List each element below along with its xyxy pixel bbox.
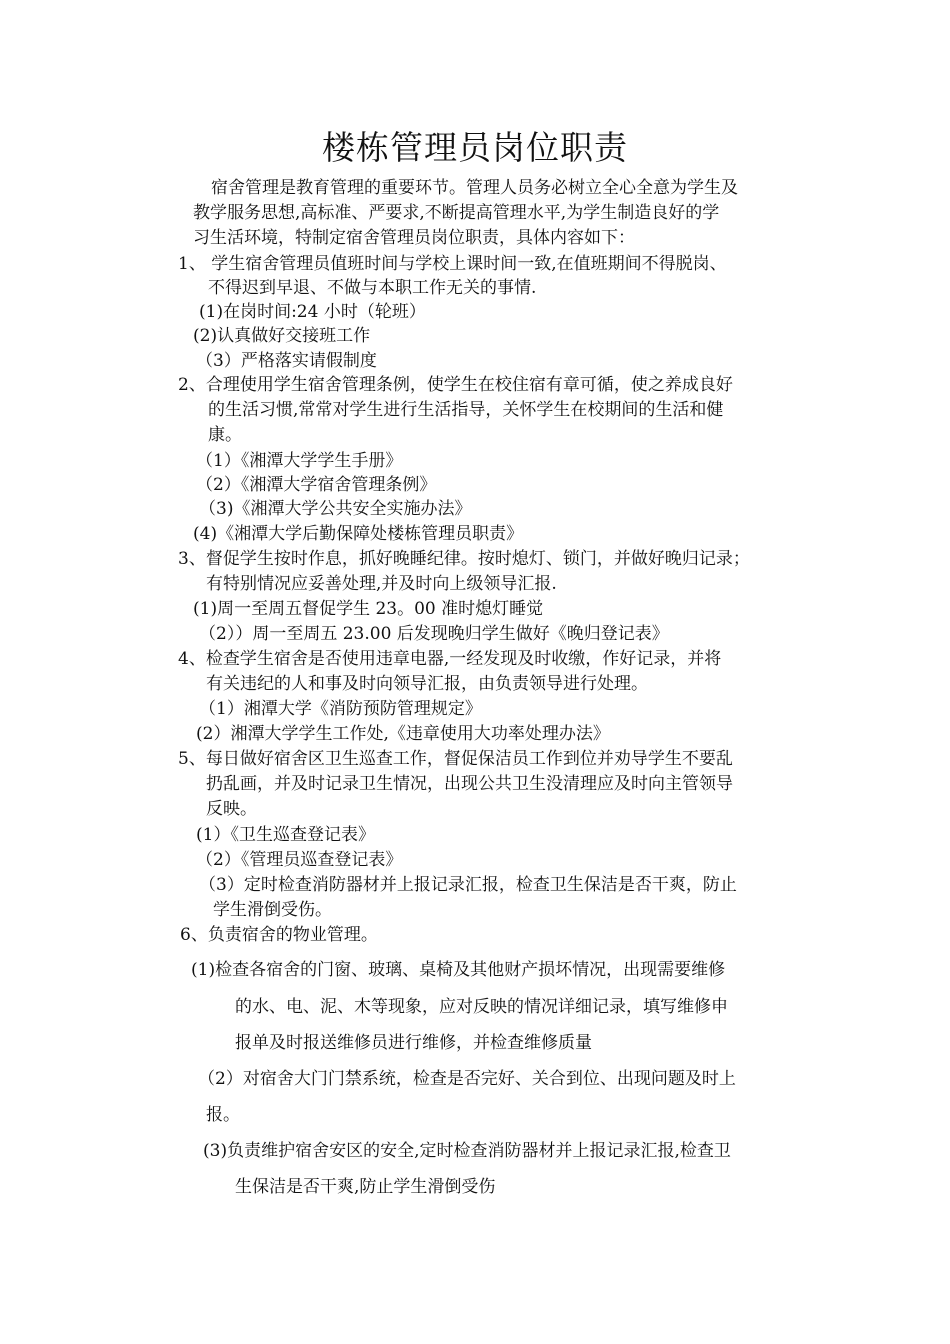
section-4-heading: 4、检查学生宿舍是否使用违章电器,一经发现及时收缴，作好记录，并将: [178, 649, 722, 669]
section-2-item: （2）《湘潭大学宿舍管理条例》: [196, 475, 437, 495]
section-4-text: 有关违纪的人和事及时向领导汇报，由负责领导进行处理。: [206, 674, 648, 694]
page-title: 楼栋管理员岗位职责: [322, 128, 628, 167]
section-5-heading: 5、每日做好宿舍区卫生巡查工作，督促保洁员工作到位并劝导学生不要乱: [178, 749, 733, 769]
section-4-item: (2）湘潭大学学生工作处,《违章使用大功率处理办法》: [196, 724, 610, 744]
section-2-heading: 2、合理使用学生宿舍管理条例，使学生在校住宿有章可循，使之养成良好: [178, 375, 733, 395]
section-5-item: 学生滑倒受伤。: [213, 900, 332, 920]
section-6-item: 报单及时报送维修员进行维修，并检查维修质量: [235, 1033, 592, 1053]
section-5-item: （3）定时检查消防器材并上报记录汇报，检查卫生保洁是否干爽，防止: [199, 875, 737, 895]
intro-line-1: 宿舍管理是教育管理的重要环节。管理人员务必树立全心全意为学生及: [211, 178, 738, 198]
section-1-heading: 1、 学生宿舍管理员值班时间与学校上课时间一致,在值班期间不得脱岗、: [178, 254, 727, 274]
section-1-item: (2)认真做好交接班工作: [193, 326, 371, 346]
intro-line-3: 习生活环境，特制定宿舍管理员岗位职责，具体内容如下：: [193, 228, 635, 248]
section-4-item: （1）湘潭大学《消防预防管理规定》: [199, 699, 482, 719]
section-1-item: （3）严格落实请假制度: [196, 351, 377, 371]
section-5-text: 反映。: [206, 799, 257, 819]
intro-line-2: 教学服务思想,高标准、严要求,不断提高管理水平,为学生制造良好的学: [193, 203, 720, 223]
section-3-text: 有特别情况应妥善处理,并及时向上级领导汇报.: [206, 574, 557, 594]
section-3-heading: 3、督促学生按时作息，抓好晚睡纪律。按时熄灯、锁门，并做好晚归记录；: [178, 549, 750, 569]
section-1-item: (1)在岗时间:24 小时（轮班）: [199, 302, 426, 322]
section-6-heading: 6、负责宿舍的物业管理。: [180, 925, 378, 945]
section-6-item: 的水、电、泥、木等现象，应对反映的情况详细记录，填写维修申: [235, 997, 728, 1017]
section-6-item: （2）对宿舍大门门禁系统，检查是否完好、关合到位、出现问题及时上: [198, 1069, 736, 1089]
section-3-item: (1)周一至周五督促学生 23。00 准时熄灯睡觉: [193, 599, 544, 619]
section-6-item: 生保洁是否干爽,防止学生滑倒受伤: [235, 1177, 496, 1197]
section-6-item: (1)检查各宿舍的门窗、玻璃、桌椅及其他财产损坏情况，出现需要维修: [191, 960, 726, 980]
section-5-item: （2）《管理员巡查登记表》: [196, 850, 403, 870]
section-2-item: （1）《湘潭大学学生手册》: [196, 451, 403, 471]
section-2-item: (4)《湘潭大学后勤保障处楼栋管理员职责》: [193, 524, 524, 544]
section-3-item: （2））周一至周五 23.00 后发现晚归学生做好《晚归登记表》: [199, 624, 669, 644]
section-2-item: （3)《湘潭大学公共安全实施办法》: [199, 499, 472, 519]
section-5-item: (1）《卫生巡查登记表》: [196, 825, 375, 845]
section-5-text: 扔乱画，并及时记录卫生情况，出现公共卫生没清理应及时向主管领导: [206, 774, 733, 794]
section-2-text: 康。: [208, 425, 242, 445]
section-6-item: (3)负责维护宿舍安区的安全,定时检查消防器材并上报记录汇报,检查卫: [203, 1141, 731, 1161]
section-2-text: 的生活习惯,常常对学生进行生活指导，关怀学生在校期间的生活和健: [208, 400, 724, 420]
section-6-item: 报。: [206, 1105, 240, 1125]
section-1-text: 不得迟到早退、不做与本职工作无关的事情.: [208, 278, 537, 298]
